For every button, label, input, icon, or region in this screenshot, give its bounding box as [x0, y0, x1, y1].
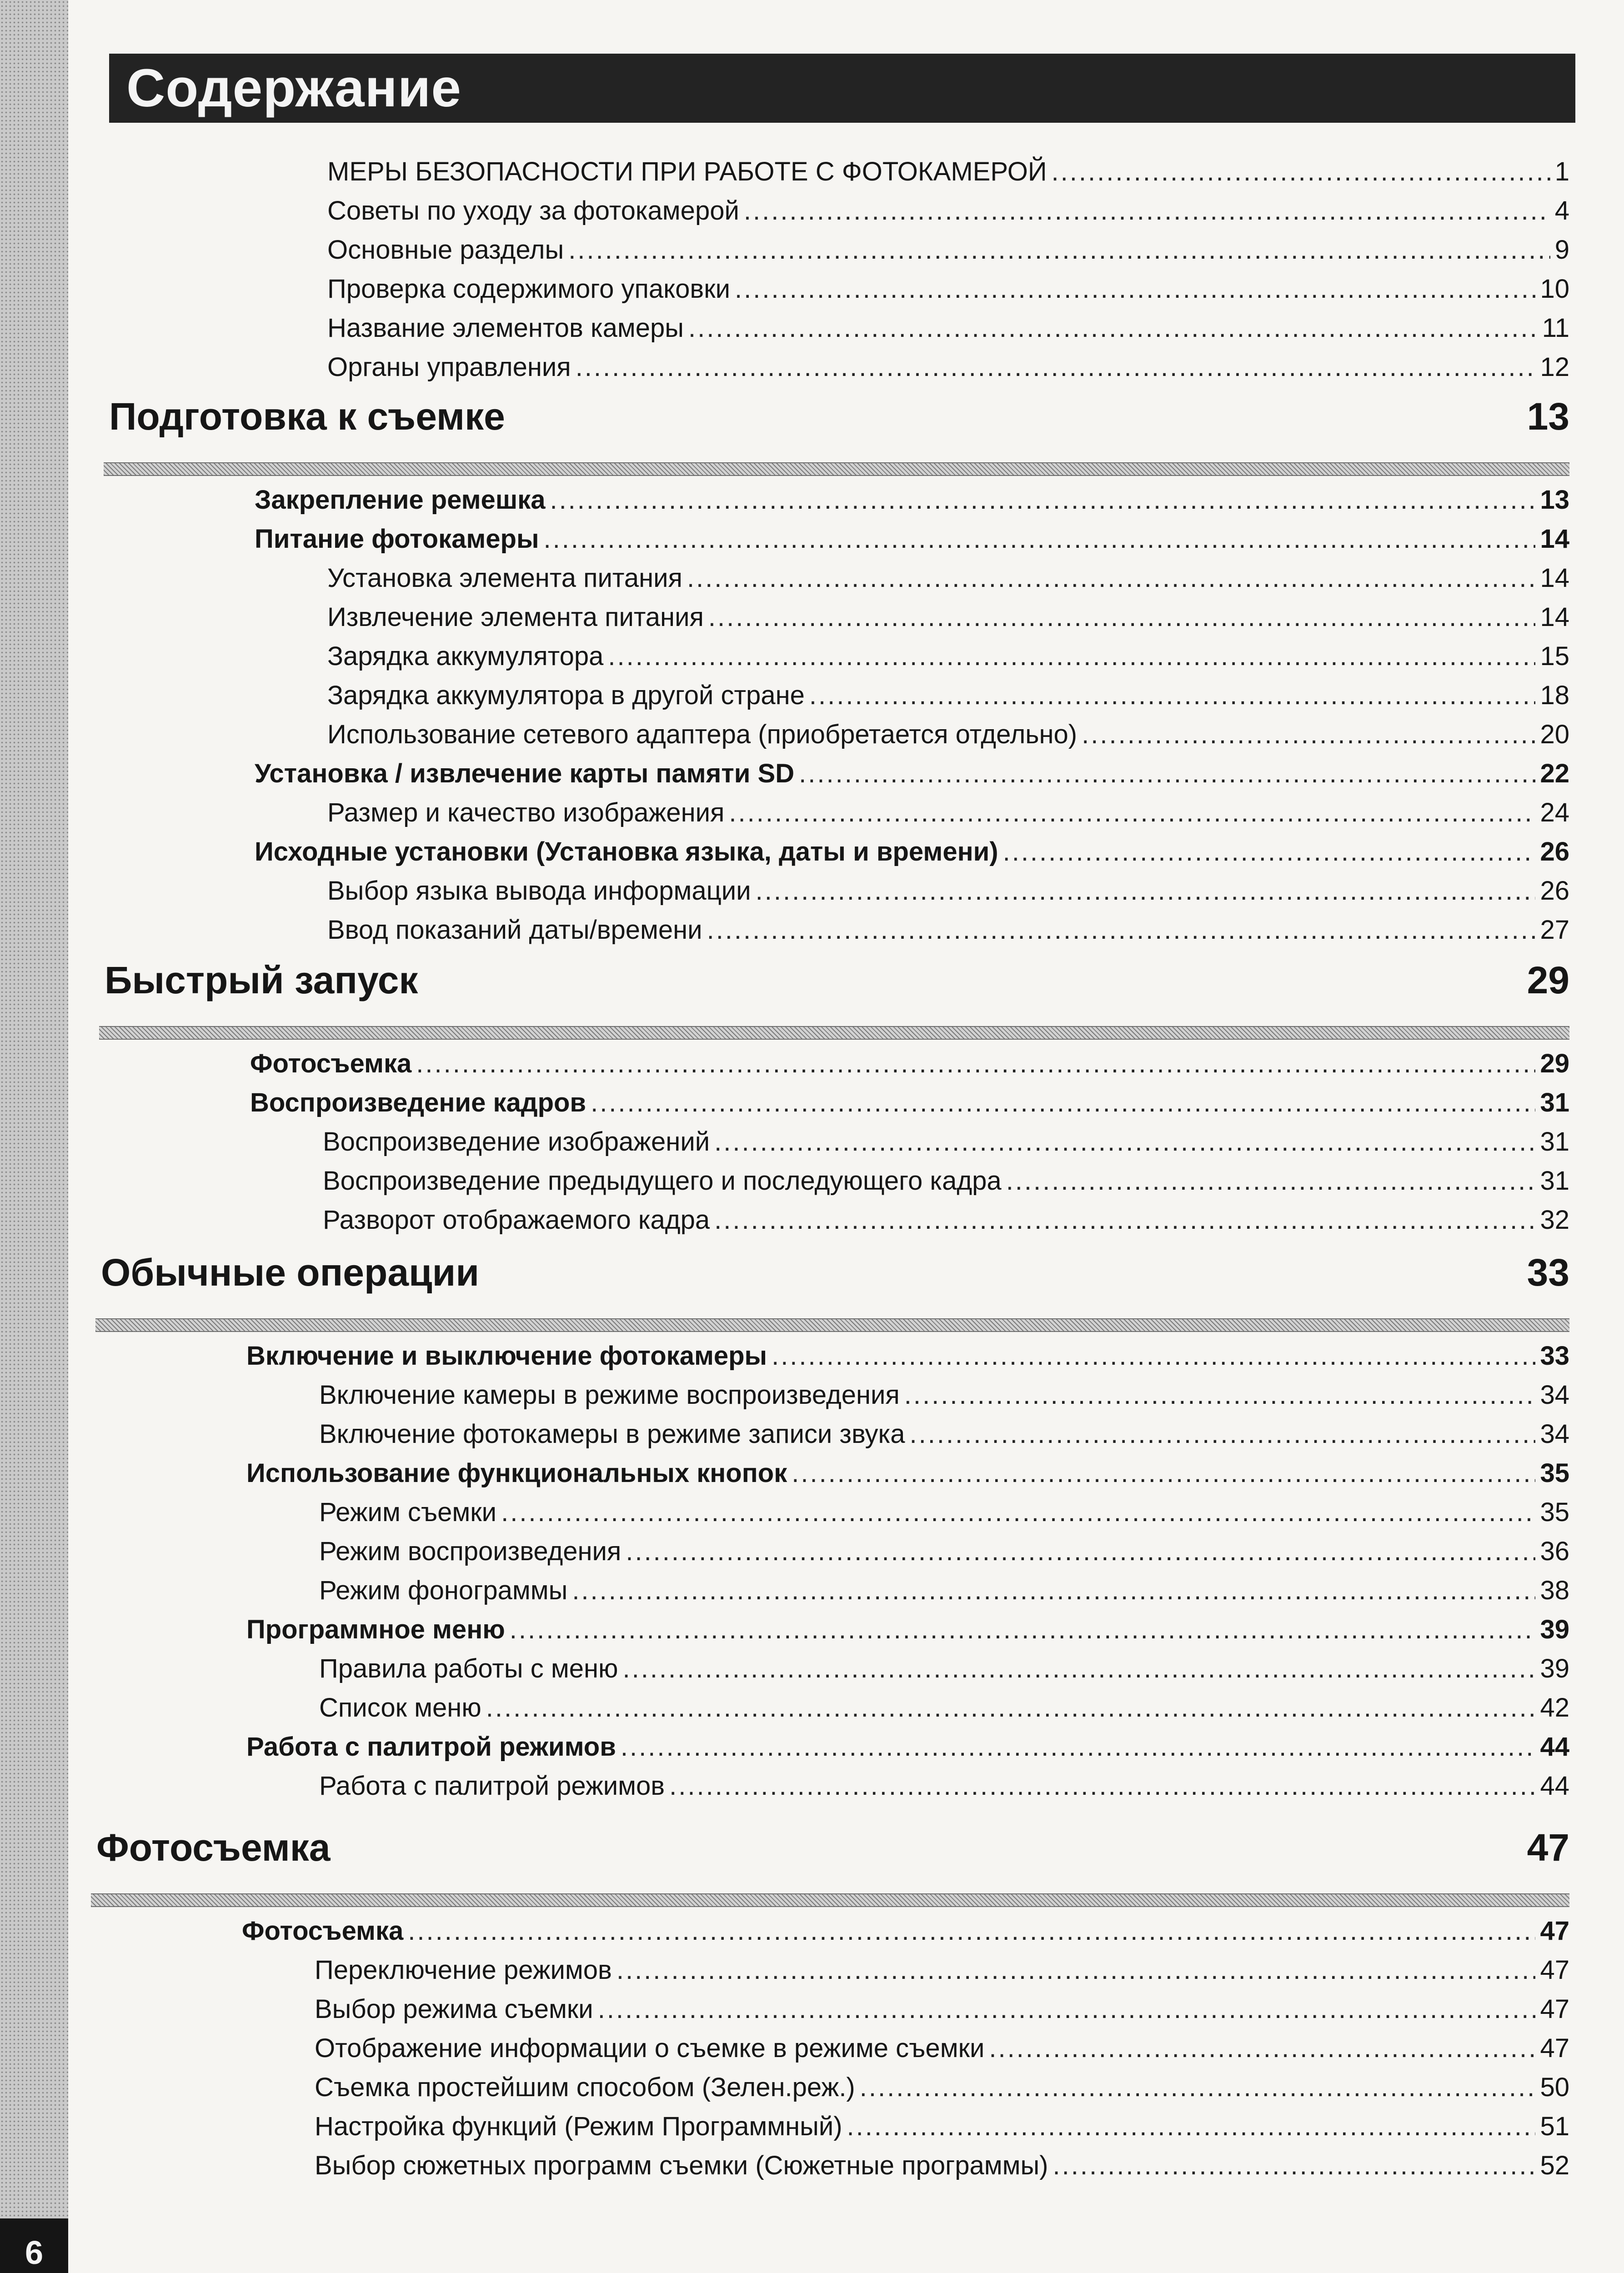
section-heading: [105, 952, 1569, 1002]
toc-entry-label: Питание фотокамеры: [255, 524, 539, 554]
section-title: Фотосъемка: [96, 1826, 331, 1869]
toc-entry-page: 39: [1540, 1615, 1569, 1644]
toc-entry-page: 47: [1540, 1994, 1569, 2024]
dot-leader: [568, 232, 1550, 268]
dot-leader: [598, 1991, 1536, 2028]
dot-leader: [688, 310, 1538, 346]
toc-entry[interactable]: [250, 1085, 1569, 1121]
toc-entry-label: Включение и выключение фотокамеры: [246, 1341, 767, 1371]
toc-entry-label: Органы управления: [327, 352, 571, 382]
dot-leader: [591, 1085, 1535, 1121]
page-title: Содержание: [109, 54, 1575, 123]
toc-entry-page: 20: [1540, 720, 1569, 749]
toc-entry[interactable]: [250, 1046, 1569, 1082]
dot-leader: [809, 677, 1536, 714]
dot-leader: [501, 1494, 1535, 1531]
section-page: 13: [1527, 395, 1569, 438]
dot-leader: [576, 349, 1536, 386]
toc-entry-label: Фотосъемка: [250, 1049, 412, 1078]
toc-entry-label: Работа с палитрой режимов: [319, 1771, 665, 1801]
toc-entry-label: Зарядка аккумулятора в другой стране: [327, 681, 805, 710]
toc-entry-label: Режим воспроизведения: [319, 1537, 622, 1566]
dot-leader: [544, 521, 1536, 557]
toc-entry[interactable]: [327, 716, 1569, 753]
toc-entry-label: МЕРЫ БЕЗОПАСНОСТИ ПРИ РАБОТЕ С ФОТОКАМЕРОЙ: [327, 157, 1047, 186]
toc-entry-label: Выбор сюжетных программ съемки (Сюжетные программы): [315, 2151, 1048, 2180]
page-number: 6: [0, 2218, 68, 2273]
toc-entry-label: Режим съемки: [319, 1497, 497, 1527]
dot-leader: [714, 1202, 1535, 1238]
dot-leader: [626, 1533, 1535, 1570]
toc-entry-page: 24: [1540, 798, 1569, 827]
toc-entry-label: Зарядка аккумулятора: [327, 641, 604, 671]
toc-entry-label: Фотосъемка: [242, 1916, 404, 1946]
toc-entry-label: Включение камеры в режиме воспроизведения: [319, 1380, 900, 1410]
dot-leader: [904, 1377, 1536, 1413]
toc-entry-label: Основные разделы: [327, 235, 564, 265]
toc-entry[interactable]: [315, 2069, 1569, 2106]
dot-leader: [1082, 716, 1535, 753]
toc-entry-label: Установка / извлечение карты памяти SD: [255, 759, 795, 788]
toc-entry-label: Режим фонограммы: [319, 1576, 568, 1605]
toc-entry[interactable]: [315, 1952, 1569, 1988]
toc-entry-page: 31: [1540, 1127, 1569, 1157]
toc-entry[interactable]: [327, 349, 1569, 386]
toc-entry-page: 14: [1540, 563, 1569, 593]
toc-entry-label: Воспроизведение предыдущего и последующего кадра: [323, 1166, 1002, 1196]
dot-leader: [1006, 1163, 1536, 1199]
toc-entry-page: 22: [1540, 759, 1569, 788]
toc-entry[interactable]: [315, 1991, 1569, 2028]
toc-entry[interactable]: [323, 1163, 1569, 1199]
toc-entry[interactable]: [327, 599, 1569, 636]
dot-leader: [909, 1416, 1535, 1452]
section-divider: [104, 462, 1569, 476]
dot-leader: [708, 599, 1536, 636]
section-page: 29: [1527, 959, 1569, 1001]
toc-entry-label: Переключение режимов: [315, 1955, 612, 1985]
dot-leader: [608, 638, 1535, 675]
toc-entry[interactable]: [327, 310, 1569, 346]
toc-entry[interactable]: [319, 1768, 1569, 1804]
toc-entry[interactable]: [327, 912, 1569, 948]
toc-entry-label: Закрепление ремешка: [255, 485, 546, 515]
toc-entry-label: Использование сетевого адаптера (приобретается отдельно): [327, 720, 1078, 749]
toc-entry[interactable]: [327, 677, 1569, 714]
toc-entry-label: Извлечение элемента питания: [327, 602, 704, 632]
dot-leader: [510, 1612, 1536, 1648]
side-strip: [0, 0, 68, 2273]
toc-entry[interactable]: [319, 1690, 1569, 1726]
toc-entry-page: 26: [1540, 876, 1569, 906]
toc-entry-page: 11: [1542, 313, 1569, 343]
toc-entry-page: 15: [1540, 641, 1569, 671]
dot-leader: [756, 873, 1536, 909]
dot-leader: [408, 1913, 1535, 1949]
toc-entry-page: 34: [1540, 1419, 1569, 1449]
toc-entry-page: 50: [1540, 2073, 1569, 2102]
dot-leader: [550, 482, 1535, 518]
section-title: Подготовка к съемке: [109, 395, 505, 438]
toc-entry[interactable]: [319, 1651, 1569, 1687]
toc-entry-label: Разворот отображаемого кадра: [323, 1205, 710, 1235]
dot-leader: [486, 1690, 1536, 1726]
toc-entry-label: Советы по уходу за фотокамерой: [327, 196, 739, 225]
dot-leader: [1003, 834, 1536, 870]
dot-leader: [1052, 154, 1550, 190]
dot-leader: [1053, 2148, 1536, 2184]
toc-entry[interactable]: [319, 1533, 1569, 1570]
toc-entry-label: Название элементов камеры: [327, 313, 684, 343]
toc-entry[interactable]: [327, 271, 1569, 307]
toc-entry[interactable]: [246, 1338, 1569, 1374]
section-divider: [91, 1893, 1569, 1907]
toc-entry[interactable]: [319, 1416, 1569, 1452]
toc-entry-page: 35: [1540, 1458, 1569, 1488]
toc-entry-page: 36: [1540, 1537, 1569, 1566]
toc-entry-page: 14: [1540, 602, 1569, 632]
toc-entry-page: 38: [1540, 1576, 1569, 1605]
toc-entry[interactable]: [255, 834, 1569, 870]
toc-entry-label: Выбор режима съемки: [315, 1994, 593, 2024]
section-heading: [109, 389, 1569, 439]
toc-entry-label: Воспроизведение кадров: [250, 1088, 586, 1117]
dot-leader: [707, 912, 1536, 948]
dot-leader: [622, 1651, 1535, 1687]
toc-entry-page: 26: [1540, 837, 1569, 866]
toc-entry[interactable]: [327, 795, 1569, 831]
dot-leader: [799, 756, 1535, 792]
dot-leader: [772, 1338, 1535, 1374]
dot-leader: [989, 2030, 1535, 2067]
toc-entry[interactable]: [315, 2148, 1569, 2184]
toc-entry-page: 51: [1540, 2112, 1569, 2141]
toc-entry-label: Использование функциональных кнопок: [246, 1458, 787, 1488]
toc-entry[interactable]: [315, 2030, 1569, 2067]
toc-entry-page: 13: [1540, 485, 1569, 515]
toc-entry[interactable]: [255, 482, 1569, 518]
section-heading: [96, 1820, 1569, 1870]
toc-entry-label: Размер и качество изображения: [327, 798, 725, 827]
toc-entry-label: Правила работы с меню: [319, 1654, 618, 1683]
toc-entry[interactable]: [327, 873, 1569, 909]
dot-leader: [729, 795, 1535, 831]
toc-entry-page: 4: [1554, 196, 1569, 225]
toc-entry-page: 47: [1540, 1916, 1569, 1946]
toc-entry-label: Исходные установки (Установка языка, даты и времени): [255, 837, 998, 866]
toc-entry[interactable]: [255, 756, 1569, 792]
toc-entry[interactable]: [246, 1729, 1569, 1765]
section-divider: [99, 1026, 1569, 1040]
section-heading: [101, 1245, 1569, 1295]
toc-entry-page: 47: [1540, 2033, 1569, 2063]
toc-entry-page: 1: [1554, 157, 1569, 186]
toc-entry-label: Ввод показаний даты/времени: [327, 915, 702, 945]
toc-entry-label: Работа с палитрой режимов: [246, 1732, 616, 1762]
toc-entry-label: Настройка функций (Режим Программный): [315, 2112, 842, 2141]
dot-leader: [416, 1046, 1535, 1082]
toc-entry[interactable]: [319, 1494, 1569, 1531]
toc-entry-label: Проверка содержимого упаковки: [327, 274, 731, 304]
toc-entry-page: 18: [1540, 681, 1569, 710]
toc-entry-page: 14: [1540, 524, 1569, 554]
toc-entry-page: 31: [1540, 1088, 1569, 1117]
section-page: 33: [1527, 1251, 1569, 1294]
toc-entry-label: Воспроизведение изображений: [323, 1127, 710, 1157]
section-title: Обычные операции: [101, 1251, 479, 1294]
toc-entry-page: 29: [1540, 1049, 1569, 1078]
toc-entry-label: Программное меню: [246, 1615, 505, 1644]
toc-entry-label: Отображение информации о съемке в режиме съемки: [315, 2033, 985, 2063]
dot-leader: [792, 1455, 1535, 1492]
toc-entry[interactable]: [319, 1377, 1569, 1413]
dot-leader: [621, 1729, 1536, 1765]
toc-entry-page: 31: [1540, 1166, 1569, 1196]
toc-entry[interactable]: [327, 638, 1569, 675]
toc-entry-label: Список меню: [319, 1693, 481, 1722]
toc-entry-label: Съемка простейшим способом (Зелен.реж.): [315, 2073, 855, 2102]
section-page: 47: [1527, 1826, 1569, 1869]
dot-leader: [617, 1952, 1536, 1988]
toc-entry[interactable]: [242, 1913, 1569, 1949]
toc-entry-page: 47: [1540, 1955, 1569, 1985]
toc-entry-page: 44: [1540, 1732, 1569, 1762]
toc-entry[interactable]: [315, 2108, 1569, 2145]
toc-entry-page: 34: [1540, 1380, 1569, 1410]
dot-leader: [744, 193, 1550, 229]
toc-entry[interactable]: [323, 1124, 1569, 1160]
toc-entry-page: 33: [1540, 1341, 1569, 1371]
toc-entry-page: 27: [1540, 915, 1569, 945]
toc-entry[interactable]: [327, 232, 1569, 268]
toc-entry-page: 39: [1540, 1654, 1569, 1683]
dot-leader: [687, 560, 1536, 596]
dot-leader: [860, 2069, 1536, 2106]
dot-leader: [847, 2108, 1536, 2145]
dot-leader: [735, 271, 1535, 307]
toc-entry-label: Выбор языка вывода информации: [327, 876, 751, 906]
toc-entry-page: 12: [1540, 352, 1569, 382]
dot-leader: [669, 1768, 1535, 1804]
toc-entry[interactable]: [327, 193, 1569, 229]
toc-entry-page: 9: [1554, 235, 1569, 265]
toc-entry[interactable]: [255, 521, 1569, 557]
toc-entry[interactable]: [246, 1455, 1569, 1492]
toc-entry-page: 10: [1540, 274, 1569, 304]
dot-leader: [714, 1124, 1535, 1160]
toc-entry-page: 32: [1540, 1205, 1569, 1235]
dot-leader: [572, 1572, 1535, 1609]
toc-entry[interactable]: [319, 1572, 1569, 1609]
toc-entry[interactable]: [327, 560, 1569, 596]
section-divider: [95, 1318, 1569, 1332]
section-title: Быстрый запуск: [105, 959, 418, 1001]
toc-entry-page: 44: [1540, 1771, 1569, 1801]
toc-entry-page: 52: [1540, 2151, 1569, 2180]
toc-entry-page: 35: [1540, 1497, 1569, 1527]
toc-entry-page: 42: [1540, 1693, 1569, 1722]
toc-entry[interactable]: [246, 1612, 1569, 1648]
toc-entry[interactable]: [327, 154, 1569, 190]
toc-entry-label: Включение фотокамеры в режиме записи звука: [319, 1419, 905, 1449]
toc-entry[interactable]: [323, 1202, 1569, 1238]
toc-entry-label: Установка элемента питания: [327, 563, 682, 593]
